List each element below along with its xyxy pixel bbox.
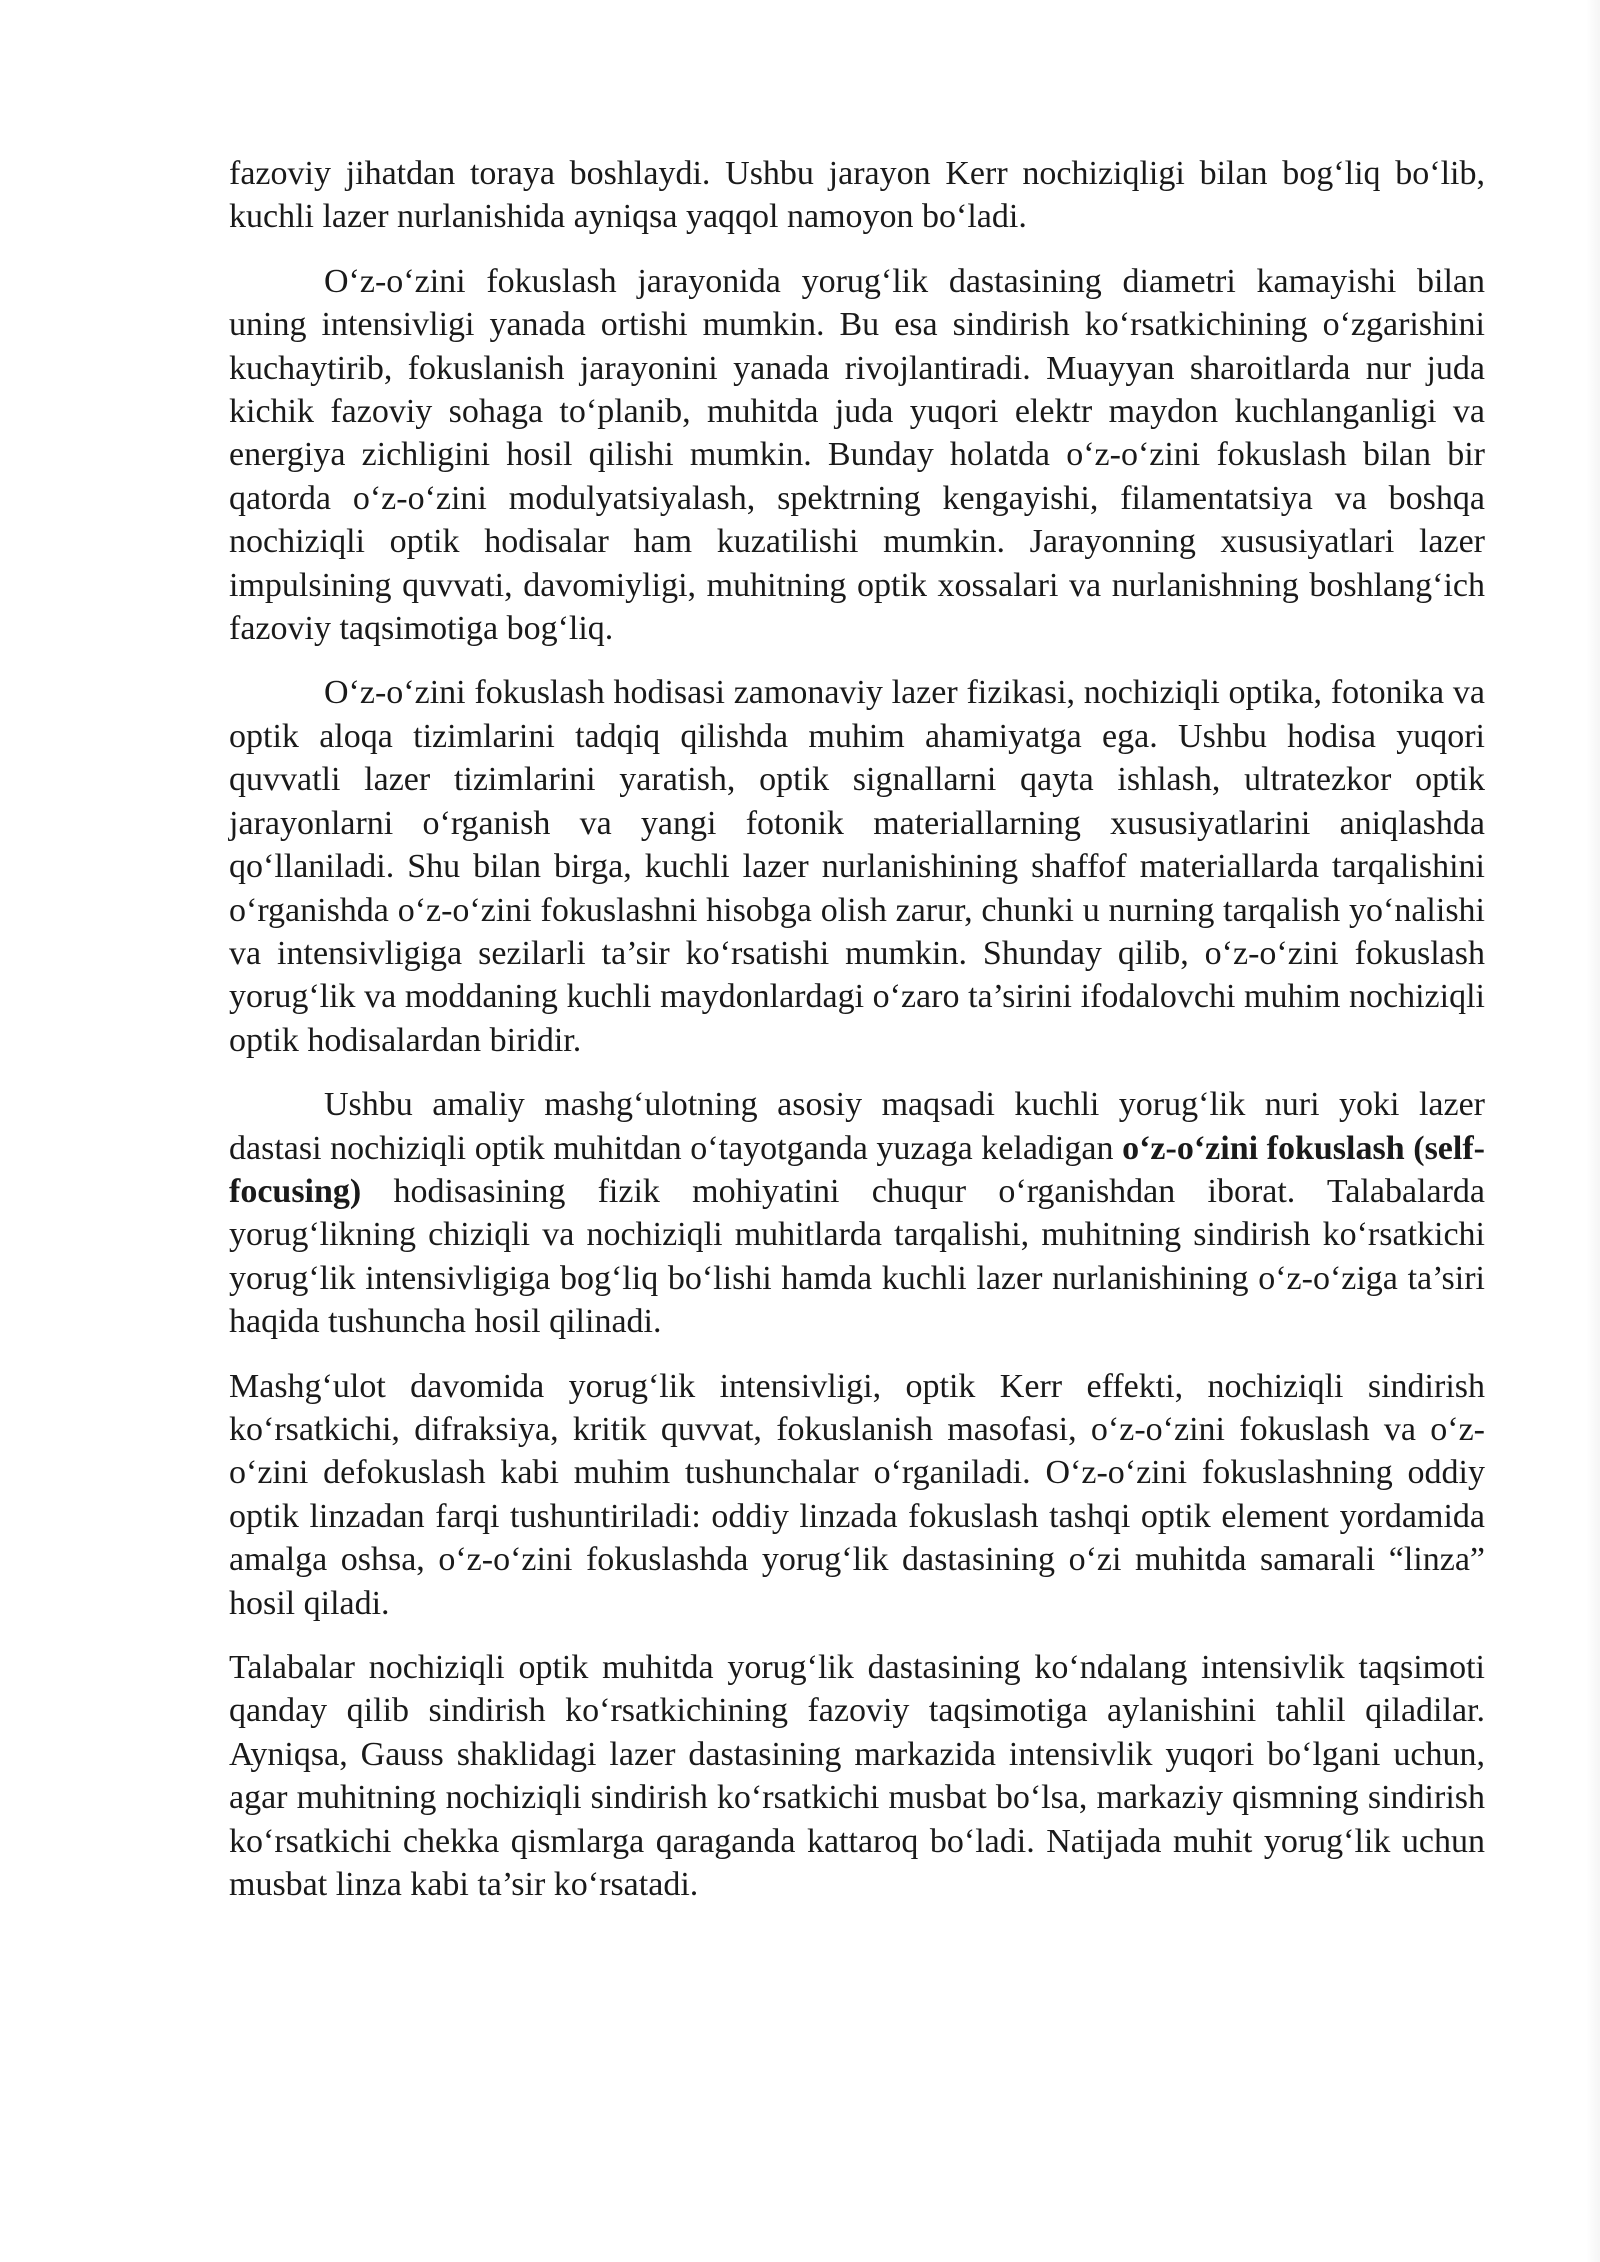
lesson-goal-text-start: Ushbu amaliy mashg‘ulotning asosiy maqsadi kuchli yorug‘lik nuri yoki lazer dastasi nochiziqli optik muhitdan o‘tayotganda yuzaga keladigan [229,1086,1485,1167]
paragraph-lesson-concepts: Mashg‘ulot davomida yorug‘lik intensivligi, optik Kerr effekti, nochiziqli sindirish ko‘rsatkichi, difraksiya, kritik quvvat, fokuslanish masofasi, o‘z-o‘zini fokuslash va o‘z-o‘zini defokuslash kabi muhim tushunchalar o‘rganiladi. O‘z-o‘zini fokuslashning oddiy optik linzadan farqi tushuntiriladi: oddiy linzada fokuslash tashqi optik element yordamida amalga oshsa, o‘z-o‘zini fokuslashda yorug‘lik dastasining o‘zi muhitda samarali “linza” hosil qiladi. [229,1367,1485,1622]
paragraph-self-focusing-process: O‘z-o‘zini fokuslash jarayonida yorug‘lik dastasining diametri kamayishi bilan uning intensivligi yanada ortishi mumkin. Bu esa sindirish ko‘rsatkichining o‘zgarishini kuchaytirib, fokuslanish jarayonini yanada rivojlantiradi. Muayyan sharoitlarda nur juda kichik fazoviy sohaga to‘planib, muhitda juda yuqori elektr maydon kuchlanganligi va energiya zichligini hosil qilishi mumkin. Bunday holatda o‘z-o‘zini fokuslash bilan bir qatorda o‘z-o‘zini modulyatsiyalash, spektrning kengayishi, filamentatsiya va boshqa nochiziqli optik hodisalar ham kuzatilishi mumkin. Jarayonning xususiyatlari lazer impulsining quvvati, davomiyligi, muhitning optik xossalari va nurlanishning boshlang‘ich fazoviy taqsimotiga bog‘liq. [229,262,1485,648]
key-term-self-focusing: o‘z-o‘zini fokuslash (self-focusing) [229,1129,1485,1210]
paragraph-significance: O‘z-o‘zini fokuslash hodisasi zamonaviy lazer fizikasi, nochiziqli optika, fotonika va optik aloqa tizimlarini tadqiq qilishda muhim ahamiyatga ega. Ushbu hodisa yuqori quvvatli lazer tizimlarini yaratish, optik signallarni qayta ishlash, ultratezkor optik jarayonlarni o‘rganish va yangi fotonik materiallarning xususiyatlarini aniqlashda qo‘llaniladi. Shu bilan birga, kuchli lazer nurlanishining shaffof materiallarda tarqalishini o‘rganishda o‘z-o‘zini fokuslashni hisobga olish zarur, chunki u nurning tarqalish yo‘nalishi va intensivligiga sezilarli ta’sir ko‘rsatishi mumkin. Shunday qilib, o‘z-o‘zini fokuslash yorug‘lik va moddaning kuchli maydonlardagi o‘zaro ta’sirini ifodalovchi muhim nochiziqli optik hodisalardan biridir. [229,674,1485,1059]
paragraph-student-analysis: Talabalar nochiziqli optik muhitda yorug‘lik dastasining ko‘ndalang intensivlik taqsimoti qanday qilib sindirish ko‘rsatkichining fazoviy taqsimotiga aylanishini tahlil qiladilar. Ayniqsa, Gauss shaklidagi lazer dastasining markazida intensivlik yuqori bo‘lgani uchun, agar muhitning nochiziqli sindirish ko‘rsatkichi musbat bo‘lsa, markaziy qismning sindirish ko‘rsatkichi chekka qismlarga qaraganda kattaroq bo‘ladi. Natijada muhit yorug‘lik uchun musbat linza kabi ta’sir ko‘rsatadi. [229,1649,1485,1904]
page-edge-shadow [1586,0,1600,2262]
document-body [229,152,1485,1927]
paragraph-continuation: fazoviy jihatdan toraya boshlaydi. Ushbu jarayon Kerr nochiziqligi bilan bog‘liq bo‘lib, kuchli lazer nurlanishida ayniqsa yaqqol namoyon bo‘ladi. [229,155,1485,236]
paragraph-lesson-goal [229,1083,1485,1343]
lesson-goal-text-end: hodisasining fizik mohiyatini chuqur o‘rganishdan iborat. Talabalarda yorug‘likning chiziqli va nochiziqli muhitlarda tarqalishi, muhitning sindirish ko‘rsatkichi yorug‘lik intensivligiga bog‘liq bo‘lishi hamda kuchli lazer nurlanishining o‘z-o‘ziga ta’siri haqida tushuncha hosil qilinadi. [229,1172,1485,1341]
